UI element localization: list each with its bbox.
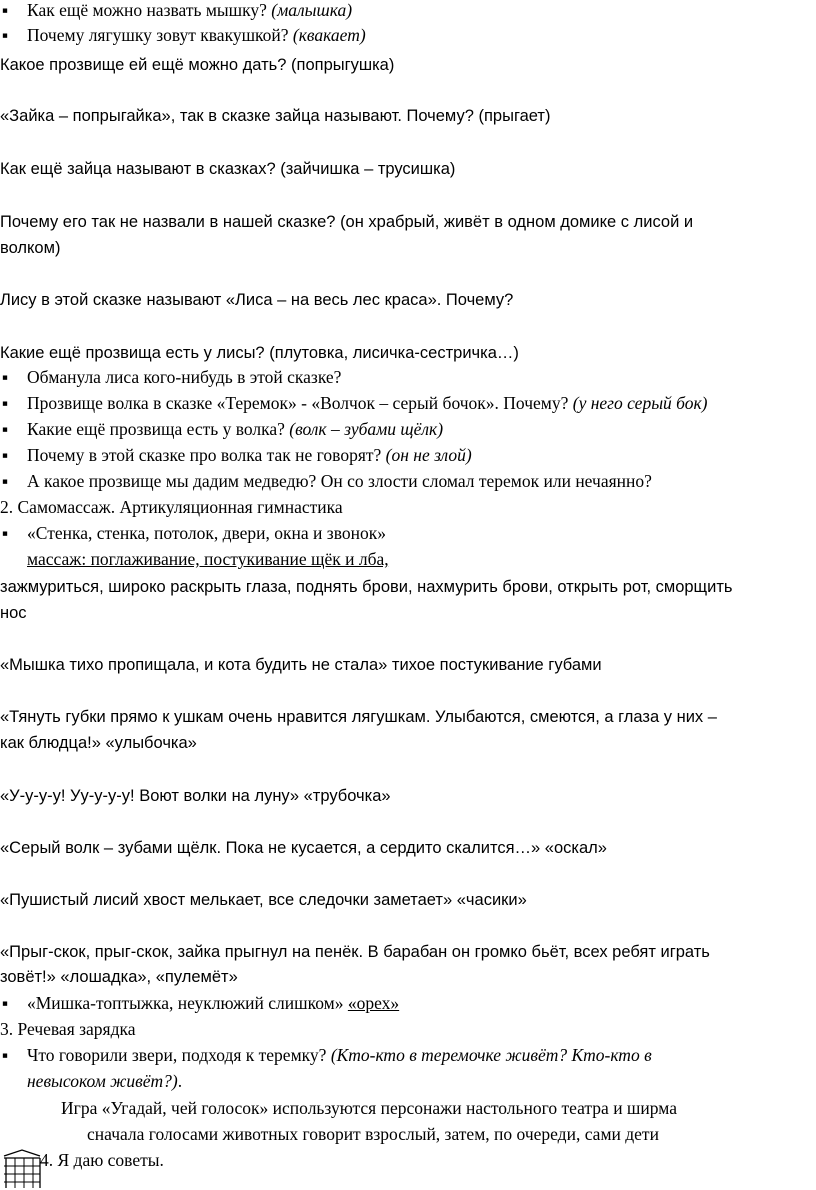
section-heading: 4. Я даю советы. xyxy=(40,1150,164,1170)
bullet-icon: ▪ xyxy=(1,367,9,387)
bullet-icon: ▪ xyxy=(1,0,9,20)
underlined-note: массаж: поглаживание, постукивание щёк и лба, xyxy=(27,549,389,569)
bullet-icon: ▪ xyxy=(1,393,9,413)
paragraph: Какое прозвище ей ещё можно дать? (попрыгушка) xyxy=(0,56,395,74)
paragraph: Какие ещё прозвища есть у лисы? (плутовка, лисичка-сестричка…) xyxy=(0,344,519,362)
bullet-icon: ▪ xyxy=(1,993,9,1013)
section-heading: 3. Речевая зарядка xyxy=(0,1019,136,1039)
paragraph: Лису в этой сказке называют «Лиса – на весь лес краса». Почему? xyxy=(0,291,514,309)
building-icon xyxy=(2,1148,42,1188)
paragraph: волком) xyxy=(0,239,61,257)
paragraph: «Прыг-скок, прыг-скок, зайка прыгнул на пенёк. В барабан он громко бьёт, всех ребят играть xyxy=(0,943,710,961)
paragraph: «Мышка тихо пропищала, и кота будить не стала» тихое постукивание губами xyxy=(0,656,602,674)
paragraph: зажмуриться, широко раскрыть глаза, поднять брови, нахмурить брови, открыть рот, сморщить xyxy=(0,578,733,596)
paragraph: Как ещё зайца называют в сказках? (зайчишка – трусишка) xyxy=(0,160,456,178)
paragraph: Игра «Угадай, чей голосок» используются персонажи настольного театра и ширма xyxy=(61,1098,677,1118)
paragraph: «Серый волк – зубами щёлк. Пока не кусается, а сердито скалится…» «оскал» xyxy=(0,839,607,857)
section-heading: 2. Самомассаж. Артикуляционная гимнастика xyxy=(0,497,343,517)
paragraph: сначала голосами животных говорит взрослый, затем, по очереди, сами дети xyxy=(87,1124,659,1144)
paragraph: «Тянуть губки прямо к ушкам очень нравится лягушкам. Улыбаются, смеются, а глаза у них – xyxy=(0,708,717,726)
paragraph: «Пушистый лисий хвост мелькает, все следочки заметает» «часики» xyxy=(0,891,527,909)
bullet-icon: ▪ xyxy=(1,1045,9,1065)
bullet-icon: ▪ xyxy=(1,471,9,491)
bullet-icon: ▪ xyxy=(1,523,9,543)
bullet-icon: ▪ xyxy=(1,445,9,465)
paragraph: зовёт!» «лошадка», «пулемёт» xyxy=(0,968,238,986)
paragraph: «У-у-у-у! Уу-у-у-у! Воют волки на луну» «трубочка» xyxy=(0,787,391,805)
bullet-icon: ▪ xyxy=(1,25,9,45)
list-item-continuation: невысоком живёт?). xyxy=(27,1071,183,1091)
paragraph: Почему его так не назвали в нашей сказке? (он храбрый, живёт в одном домике с лисой и xyxy=(0,213,694,231)
paragraph: как блюдца!» «улыбочка» xyxy=(0,734,197,752)
paragraph: «Зайка – попрыгайка», так в сказке зайца называют. Почему? (прыгает) xyxy=(0,107,551,125)
bullet-icon: ▪ xyxy=(1,419,9,439)
paragraph: нос xyxy=(0,604,27,622)
